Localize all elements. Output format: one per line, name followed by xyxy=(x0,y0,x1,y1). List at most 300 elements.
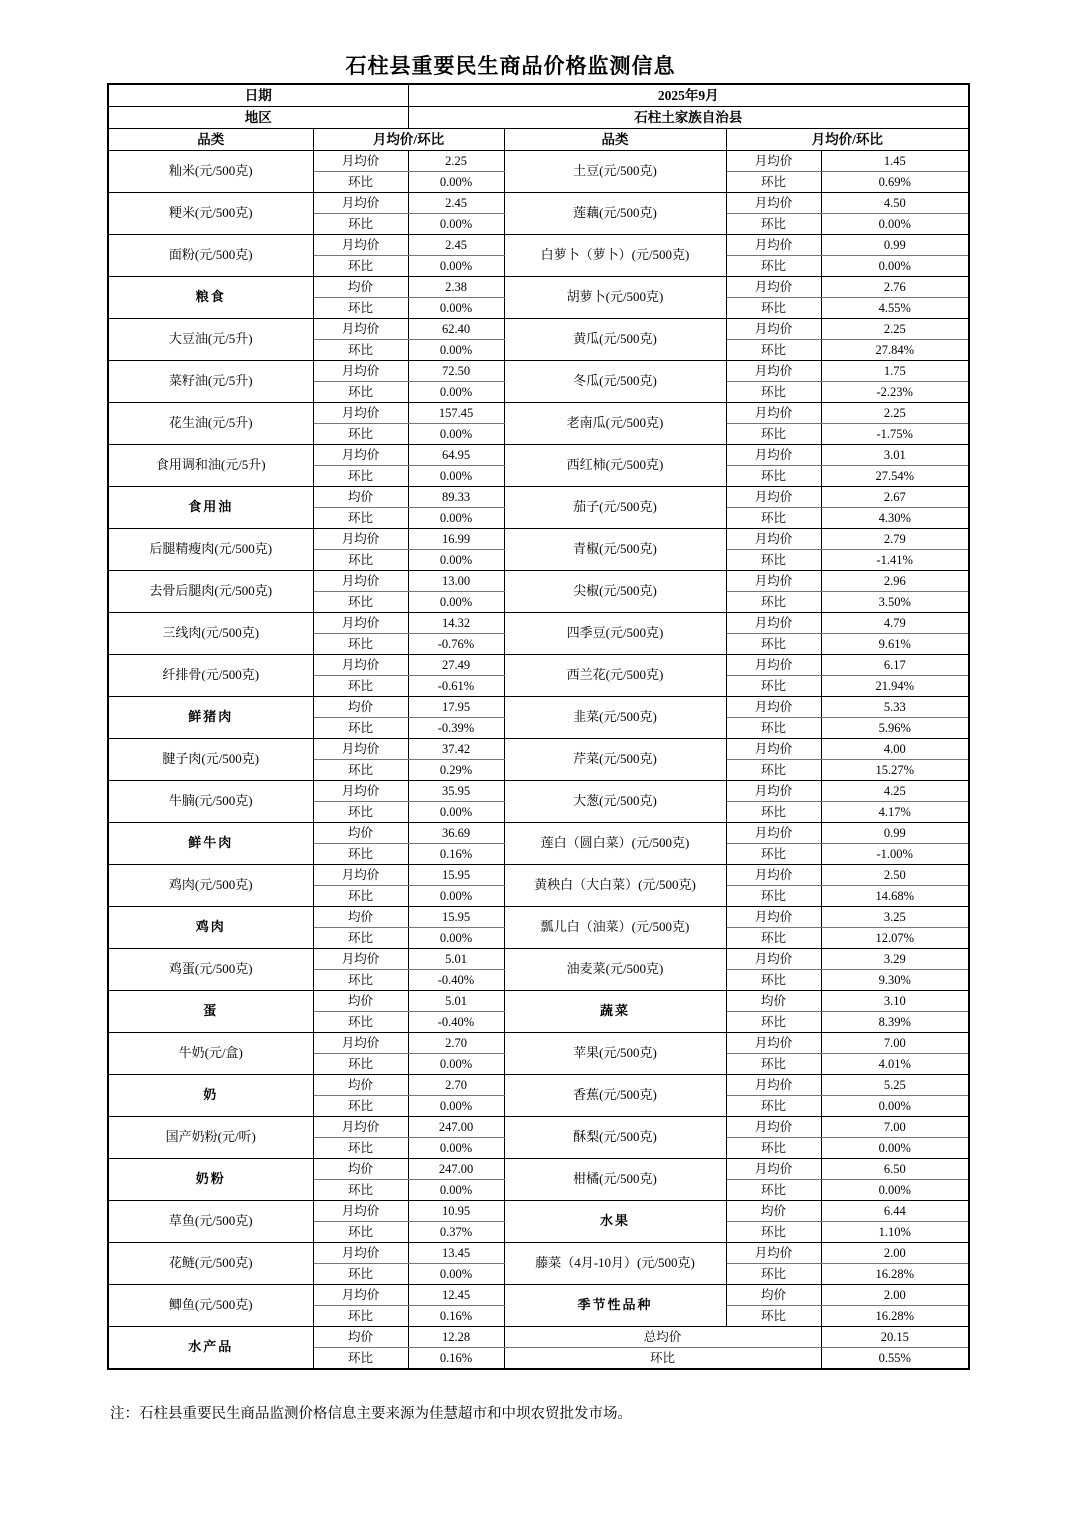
mom-label-cell: 环比 xyxy=(313,1138,408,1159)
price-label-cell: 月均价 xyxy=(313,193,408,214)
category-name-cell: 鲜猪肉 xyxy=(108,697,313,739)
mom-label-cell: 环比 xyxy=(726,298,821,319)
mom-label-cell: 环比 xyxy=(313,760,408,781)
mom-value-cell: 0.00% xyxy=(408,1054,504,1075)
mom-value-cell: 4.01% xyxy=(821,1054,969,1075)
price-value-cell: 12.45 xyxy=(408,1285,504,1306)
price-label-cell: 月均价 xyxy=(313,739,408,760)
item-name-cell: 粳米(元/500克) xyxy=(108,193,313,235)
price-value-cell: 2.45 xyxy=(408,193,504,214)
table-row xyxy=(108,1243,969,1264)
item-name-cell: 鸡蛋(元/500克) xyxy=(108,949,313,991)
table-row xyxy=(108,991,969,1012)
mom-value-cell: 0.00% xyxy=(408,1180,504,1201)
price-label-cell: 月均价 xyxy=(313,1201,408,1222)
mom-value-cell: 9.30% xyxy=(821,970,969,991)
mom-value-cell: 0.00% xyxy=(408,802,504,823)
price-value-cell: 2.38 xyxy=(408,277,504,298)
price-value-cell: 35.95 xyxy=(408,781,504,802)
mom-value-cell: -2.23% xyxy=(821,382,969,403)
price-value-cell: 14.32 xyxy=(408,613,504,634)
region-label: 地区 xyxy=(108,107,408,129)
price-value-cell: 36.69 xyxy=(408,823,504,844)
price-value-cell: 4.79 xyxy=(821,613,969,634)
mom-value-cell: 0.00% xyxy=(408,1138,504,1159)
table-row xyxy=(108,445,969,466)
price-label-cell: 均价 xyxy=(313,277,408,298)
price-label-cell: 均价 xyxy=(313,1075,408,1096)
item-name-cell: 去骨后腿肉(元/500克) xyxy=(108,571,313,613)
mom-value-cell: 0.00% xyxy=(408,340,504,361)
mom-value-cell: 27.84% xyxy=(821,340,969,361)
table-row xyxy=(108,193,969,214)
price-table xyxy=(107,83,970,1370)
mom-label-cell: 环比 xyxy=(726,844,821,865)
mom-value-cell: 0.00% xyxy=(408,298,504,319)
mom-value-cell: 0.69% xyxy=(821,172,969,193)
price-value-cell: 17.95 xyxy=(408,697,504,718)
price-value-cell: 3.25 xyxy=(821,907,969,928)
mom-value-cell: 0.00% xyxy=(821,1180,969,1201)
mom-label-cell: 环比 xyxy=(726,1306,821,1327)
price-label-cell: 月均价 xyxy=(726,655,821,676)
item-name-cell: 食用调和油(元/5升) xyxy=(108,445,313,487)
item-name-cell: 茄子(元/500克) xyxy=(504,487,726,529)
total-avg-value: 20.15 xyxy=(821,1327,969,1348)
price-value-cell: 247.00 xyxy=(408,1117,504,1138)
table-row xyxy=(108,739,969,760)
price-label-cell: 月均价 xyxy=(726,529,821,550)
mom-label-cell: 环比 xyxy=(726,886,821,907)
mom-label-cell: 环比 xyxy=(313,172,408,193)
price-label-cell: 月均价 xyxy=(726,319,821,340)
table-row xyxy=(108,655,969,676)
mom-value-cell: 3.50% xyxy=(821,592,969,613)
mom-label-cell: 环比 xyxy=(726,256,821,277)
category-column-header-right: 品类 xyxy=(504,129,726,151)
price-value-cell: 13.00 xyxy=(408,571,504,592)
mom-value-cell: 16.28% xyxy=(821,1264,969,1285)
table-row xyxy=(108,277,969,298)
mom-label-cell: 环比 xyxy=(313,592,408,613)
mom-value-cell: 1.10% xyxy=(821,1222,969,1243)
price-label-cell: 月均价 xyxy=(726,277,821,298)
mom-value-cell: 0.00% xyxy=(408,256,504,277)
table-row xyxy=(108,1075,969,1096)
item-name-cell: 面粉(元/500克) xyxy=(108,235,313,277)
mom-value-cell: 21.94% xyxy=(821,676,969,697)
mom-label-cell: 环比 xyxy=(726,466,821,487)
date-label: 日期 xyxy=(108,84,408,107)
price-label-cell: 均价 xyxy=(313,823,408,844)
mom-value-cell: 0.16% xyxy=(408,844,504,865)
table-row xyxy=(108,1159,969,1180)
item-name-cell: 国产奶粉(元/听) xyxy=(108,1117,313,1159)
item-name-cell: 西红柿(元/500克) xyxy=(504,445,726,487)
price-value-cell: 5.25 xyxy=(821,1075,969,1096)
mom-value-cell: -0.61% xyxy=(408,676,504,697)
category-name-cell: 食用油 xyxy=(108,487,313,529)
item-name-cell: 柑橘(元/500克) xyxy=(504,1159,726,1201)
mom-value-cell: -0.76% xyxy=(408,634,504,655)
item-name-cell: 莲藕(元/500克) xyxy=(504,193,726,235)
category-name-cell: 奶粉 xyxy=(108,1159,313,1201)
item-name-cell: 土豆(元/500克) xyxy=(504,151,726,193)
mom-value-cell: 27.54% xyxy=(821,466,969,487)
price-value-cell: 6.50 xyxy=(821,1159,969,1180)
table-row xyxy=(108,823,969,844)
price-label-cell: 月均价 xyxy=(313,445,408,466)
mom-label-cell: 环比 xyxy=(313,718,408,739)
price-value-cell: 4.50 xyxy=(821,193,969,214)
category-name-cell: 奶 xyxy=(108,1075,313,1117)
item-name-cell: 花鲢(元/500克) xyxy=(108,1243,313,1285)
category-name-cell: 鸡肉 xyxy=(108,907,313,949)
price-column-header-right: 月均价/环比 xyxy=(726,129,969,151)
table-row xyxy=(108,1201,969,1222)
mom-label-cell: 环比 xyxy=(726,718,821,739)
price-label-cell: 均价 xyxy=(313,697,408,718)
price-label-cell: 月均价 xyxy=(313,1117,408,1138)
mom-value-cell: -0.40% xyxy=(408,970,504,991)
price-value-cell: 4.25 xyxy=(821,781,969,802)
mom-value-cell: -0.39% xyxy=(408,718,504,739)
mom-value-cell: -1.41% xyxy=(821,550,969,571)
mom-value-cell: 0.00% xyxy=(408,382,504,403)
item-name-cell: 油麦菜(元/500克) xyxy=(504,949,726,991)
price-value-cell: 37.42 xyxy=(408,739,504,760)
price-value-cell: 5.33 xyxy=(821,697,969,718)
item-name-cell: 大葱(元/500克) xyxy=(504,781,726,823)
price-value-cell: 16.99 xyxy=(408,529,504,550)
mom-value-cell: 0.00% xyxy=(408,550,504,571)
mom-label-cell: 环比 xyxy=(313,634,408,655)
mom-label-cell: 环比 xyxy=(726,382,821,403)
mom-label-cell: 环比 xyxy=(726,1180,821,1201)
mom-value-cell: -1.00% xyxy=(821,844,969,865)
total-mom-label: 环比 xyxy=(504,1348,821,1370)
mom-value-cell: 8.39% xyxy=(821,1012,969,1033)
mom-label-cell: 环比 xyxy=(313,298,408,319)
item-name-cell: 后腿精瘦肉(元/500克) xyxy=(108,529,313,571)
table-row xyxy=(108,1117,969,1138)
price-label-cell: 月均价 xyxy=(313,865,408,886)
item-name-cell: 花生油(元/5升) xyxy=(108,403,313,445)
price-label-cell: 月均价 xyxy=(726,781,821,802)
mom-label-cell: 环比 xyxy=(726,424,821,445)
price-label-cell: 均价 xyxy=(313,1327,408,1348)
item-name-cell: 菜籽油(元/5升) xyxy=(108,361,313,403)
price-value-cell: 27.49 xyxy=(408,655,504,676)
mom-value-cell: 0.00% xyxy=(408,172,504,193)
item-name-cell: 尖椒(元/500克) xyxy=(504,571,726,613)
item-name-cell: 大豆油(元/5升) xyxy=(108,319,313,361)
price-label-cell: 月均价 xyxy=(313,151,408,172)
item-name-cell: 瓢儿白（油菜）(元/500克) xyxy=(504,907,726,949)
mom-value-cell: 0.29% xyxy=(408,760,504,781)
price-label-cell: 月均价 xyxy=(313,319,408,340)
mom-label-cell: 环比 xyxy=(726,592,821,613)
price-label-cell: 月均价 xyxy=(726,1159,821,1180)
price-label-cell: 月均价 xyxy=(726,487,821,508)
price-label-cell: 月均价 xyxy=(313,1033,408,1054)
mom-label-cell: 环比 xyxy=(313,1054,408,1075)
price-label-cell: 月均价 xyxy=(313,235,408,256)
item-name-cell: 酥梨(元/500克) xyxy=(504,1117,726,1159)
price-value-cell: 15.95 xyxy=(408,865,504,886)
price-label-cell: 月均价 xyxy=(313,949,408,970)
price-value-cell: 2.50 xyxy=(821,865,969,886)
mom-label-cell: 环比 xyxy=(726,1054,821,1075)
category-name-cell: 鲜牛肉 xyxy=(108,823,313,865)
price-value-cell: 0.99 xyxy=(821,823,969,844)
mom-value-cell: 12.07% xyxy=(821,928,969,949)
price-value-cell: 5.01 xyxy=(408,991,504,1012)
mom-label-cell: 环比 xyxy=(726,508,821,529)
price-label-cell: 月均价 xyxy=(726,907,821,928)
item-name-cell: 牛奶(元/盒) xyxy=(108,1033,313,1075)
price-label-cell: 均价 xyxy=(726,1201,821,1222)
mom-value-cell: 15.27% xyxy=(821,760,969,781)
table-row xyxy=(108,697,969,718)
table-row xyxy=(108,403,969,424)
mom-value-cell: 0.00% xyxy=(408,424,504,445)
region-value: 石柱土家族自治县 xyxy=(408,107,969,129)
mom-label-cell: 环比 xyxy=(313,1012,408,1033)
category-name-cell: 蛋 xyxy=(108,991,313,1033)
mom-label-cell: 环比 xyxy=(313,256,408,277)
price-label-cell: 均价 xyxy=(313,991,408,1012)
mom-value-cell: 0.00% xyxy=(408,214,504,235)
category-name-cell: 粮食 xyxy=(108,277,313,319)
mom-label-cell: 环比 xyxy=(313,1222,408,1243)
price-value-cell: 13.45 xyxy=(408,1243,504,1264)
price-value-cell: 64.95 xyxy=(408,445,504,466)
mom-value-cell: 0.00% xyxy=(408,886,504,907)
price-label-cell: 月均价 xyxy=(726,1033,821,1054)
price-value-cell: 4.00 xyxy=(821,739,969,760)
mom-value-cell: 14.68% xyxy=(821,886,969,907)
price-label-cell: 月均价 xyxy=(313,403,408,424)
page-title: 石柱县重要民生商品价格监测信息 xyxy=(345,54,676,78)
mom-label-cell: 环比 xyxy=(726,1012,821,1033)
item-name-cell: 胡萝卜(元/500克) xyxy=(504,277,726,319)
header-row-columns xyxy=(108,129,969,151)
mom-label-cell: 环比 xyxy=(726,214,821,235)
table-row xyxy=(108,781,969,802)
price-label-cell: 月均价 xyxy=(726,865,821,886)
price-label-cell: 月均价 xyxy=(726,949,821,970)
price-label-cell: 月均价 xyxy=(726,193,821,214)
mom-label-cell: 环比 xyxy=(726,676,821,697)
table-row xyxy=(108,319,969,340)
mom-label-cell: 环比 xyxy=(313,886,408,907)
mom-value-cell: 0.37% xyxy=(408,1222,504,1243)
mom-value-cell: 0.16% xyxy=(408,1348,504,1370)
price-value-cell: 15.95 xyxy=(408,907,504,928)
item-name-cell: 芹菜(元/500克) xyxy=(504,739,726,781)
mom-label-cell: 环比 xyxy=(726,1138,821,1159)
price-label-cell: 月均价 xyxy=(726,739,821,760)
mom-label-cell: 环比 xyxy=(313,214,408,235)
price-value-cell: 5.01 xyxy=(408,949,504,970)
item-name-cell: 韭菜(元/500克) xyxy=(504,697,726,739)
mom-label-cell: 环比 xyxy=(313,1348,408,1370)
price-label-cell: 均价 xyxy=(726,1285,821,1306)
mom-label-cell: 环比 xyxy=(313,928,408,949)
table-row xyxy=(108,529,969,550)
mom-label-cell: 环比 xyxy=(726,340,821,361)
price-label-cell: 月均价 xyxy=(726,151,821,172)
price-value-cell: 3.29 xyxy=(821,949,969,970)
mom-label-cell: 环比 xyxy=(726,970,821,991)
price-value-cell: 2.00 xyxy=(821,1243,969,1264)
price-value-cell: 7.00 xyxy=(821,1117,969,1138)
price-value-cell: 6.17 xyxy=(821,655,969,676)
price-value-cell: 2.70 xyxy=(408,1033,504,1054)
price-value-cell: 1.75 xyxy=(821,361,969,382)
price-label-cell: 月均价 xyxy=(726,1117,821,1138)
mom-value-cell: 0.16% xyxy=(408,1306,504,1327)
item-name-cell: 青椒(元/500克) xyxy=(504,529,726,571)
category-column-header-left: 品类 xyxy=(108,129,313,151)
mom-value-cell: -0.40% xyxy=(408,1012,504,1033)
price-value-cell: 6.44 xyxy=(821,1201,969,1222)
mom-label-cell: 环比 xyxy=(313,1264,408,1285)
mom-label-cell: 环比 xyxy=(313,676,408,697)
price-value-cell: 12.28 xyxy=(408,1327,504,1348)
price-label-cell: 月均价 xyxy=(313,571,408,592)
mom-value-cell: 0.00% xyxy=(821,1096,969,1117)
table-row xyxy=(108,235,969,256)
item-name-cell: 腱子肉(元/500克) xyxy=(108,739,313,781)
item-name-cell: 苹果(元/500克) xyxy=(504,1033,726,1075)
table-row xyxy=(108,613,969,634)
price-value-cell: 2.45 xyxy=(408,235,504,256)
price-label-cell: 月均价 xyxy=(726,445,821,466)
mom-label-cell: 环比 xyxy=(726,802,821,823)
mom-value-cell: 0.00% xyxy=(408,1264,504,1285)
price-column-header-left: 月均价/环比 xyxy=(313,129,504,151)
price-label-cell: 月均价 xyxy=(726,823,821,844)
mom-label-cell: 环比 xyxy=(313,802,408,823)
price-value-cell: 157.45 xyxy=(408,403,504,424)
price-value-cell: 89.33 xyxy=(408,487,504,508)
table-row xyxy=(108,1327,969,1348)
price-label-cell: 月均价 xyxy=(313,1243,408,1264)
mom-label-cell: 环比 xyxy=(313,424,408,445)
mom-label-cell: 环比 xyxy=(313,466,408,487)
category-name-cell: 季节性品种 xyxy=(504,1285,726,1327)
header-row-date xyxy=(108,84,969,107)
item-name-cell: 藤菜（4月-10月）(元/500克) xyxy=(504,1243,726,1285)
item-name-cell: 黄秧白（大白菜）(元/500克) xyxy=(504,865,726,907)
table-row xyxy=(108,1285,969,1306)
price-label-cell: 月均价 xyxy=(726,235,821,256)
price-label-cell: 均价 xyxy=(313,907,408,928)
item-name-cell: 三线肉(元/500克) xyxy=(108,613,313,655)
price-label-cell: 月均价 xyxy=(726,571,821,592)
price-value-cell: 10.95 xyxy=(408,1201,504,1222)
mom-value-cell: 5.96% xyxy=(821,718,969,739)
mom-label-cell: 环比 xyxy=(726,1222,821,1243)
item-name-cell: 西兰花(元/500克) xyxy=(504,655,726,697)
table-row xyxy=(108,865,969,886)
mom-label-cell: 环比 xyxy=(313,1180,408,1201)
mom-value-cell: 0.00% xyxy=(408,928,504,949)
table-row xyxy=(108,907,969,928)
table-row xyxy=(108,487,969,508)
price-value-cell: 2.00 xyxy=(821,1285,969,1306)
mom-value-cell: -1.75% xyxy=(821,424,969,445)
mom-value-cell: 4.17% xyxy=(821,802,969,823)
mom-value-cell: 4.55% xyxy=(821,298,969,319)
mom-value-cell: 0.00% xyxy=(408,592,504,613)
price-value-cell: 72.50 xyxy=(408,361,504,382)
category-name-cell: 蔬菜 xyxy=(504,991,726,1033)
price-value-cell: 1.45 xyxy=(821,151,969,172)
item-name-cell: 纤排骨(元/500克) xyxy=(108,655,313,697)
mom-value-cell: 4.30% xyxy=(821,508,969,529)
price-value-cell: 3.01 xyxy=(821,445,969,466)
category-name-cell: 水果 xyxy=(504,1201,726,1243)
price-value-cell: 2.79 xyxy=(821,529,969,550)
mom-label-cell: 环比 xyxy=(726,172,821,193)
mom-value-cell: 0.00% xyxy=(408,1096,504,1117)
mom-label-cell: 环比 xyxy=(726,760,821,781)
mom-label-cell: 环比 xyxy=(313,844,408,865)
price-label-cell: 均价 xyxy=(313,487,408,508)
item-name-cell: 香蕉(元/500克) xyxy=(504,1075,726,1117)
price-value-cell: 2.67 xyxy=(821,487,969,508)
mom-label-cell: 环比 xyxy=(313,1096,408,1117)
item-name-cell: 籼米(元/500克) xyxy=(108,151,313,193)
price-label-cell: 月均价 xyxy=(726,613,821,634)
mom-value-cell: 0.00% xyxy=(821,1138,969,1159)
mom-label-cell: 环比 xyxy=(726,1096,821,1117)
mom-value-cell: 9.61% xyxy=(821,634,969,655)
price-label-cell: 月均价 xyxy=(313,529,408,550)
price-value-cell: 0.99 xyxy=(821,235,969,256)
price-label-cell: 均价 xyxy=(313,1159,408,1180)
price-label-cell: 月均价 xyxy=(313,361,408,382)
price-label-cell: 月均价 xyxy=(726,1075,821,1096)
table-row xyxy=(108,151,969,172)
price-label-cell: 月均价 xyxy=(726,403,821,424)
item-name-cell: 四季豆(元/500克) xyxy=(504,613,726,655)
price-value-cell: 62.40 xyxy=(408,319,504,340)
item-name-cell: 牛腩(元/500克) xyxy=(108,781,313,823)
mom-label-cell: 环比 xyxy=(313,970,408,991)
category-name-cell: 水产品 xyxy=(108,1327,313,1370)
table-row xyxy=(108,949,969,970)
total-mom-value: 0.55% xyxy=(821,1348,969,1370)
price-value-cell: 247.00 xyxy=(408,1159,504,1180)
table-row xyxy=(108,571,969,592)
mom-label-cell: 环比 xyxy=(726,634,821,655)
price-value-cell: 2.70 xyxy=(408,1075,504,1096)
price-table-body xyxy=(108,84,969,1369)
mom-value-cell: 0.00% xyxy=(821,256,969,277)
price-label-cell: 均价 xyxy=(726,991,821,1012)
price-label-cell: 月均价 xyxy=(313,1285,408,1306)
mom-label-cell: 环比 xyxy=(313,508,408,529)
mom-label-cell: 环比 xyxy=(313,382,408,403)
price-label-cell: 月均价 xyxy=(313,781,408,802)
mom-label-cell: 环比 xyxy=(726,1264,821,1285)
mom-label-cell: 环比 xyxy=(313,340,408,361)
mom-label-cell: 环比 xyxy=(726,928,821,949)
